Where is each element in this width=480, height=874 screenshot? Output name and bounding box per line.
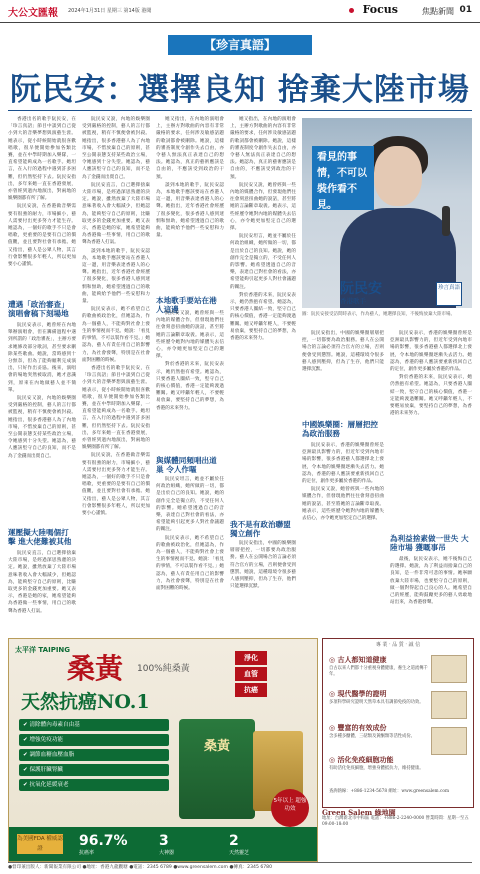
- ad-feature-list: [19, 719, 169, 794]
- ad-brand: 太平洋 TAIPING: [15, 646, 71, 654]
- paragraph: 阮民安又說，她曾經與一些內地的媒體合作，但發現他們往往會刻意扭曲她的說話，甚至將她的言論斷章取義。她表示，這些經歷令她對內地的媒體失去信心，亦令她更加堅定自己的選擇。: [156, 311, 224, 360]
- page-footer: ●督印兼出版人：新聞報業有限公司 ●地址：香港九龍觀塘 ●電話：2345 6789 ●www.greensalem.com ●傳真：2345 6780: [8, 862, 472, 874]
- ad-title: 桑黃: [67, 652, 124, 685]
- side-advertisement[interactable]: [322, 638, 474, 808]
- certification-tag: 為美國FDA 權威認證: [17, 836, 63, 852]
- subhead-6: 中國娛樂圈：層層把控 為政治服務: [302, 420, 378, 438]
- ad-tag: 抗癌: [235, 683, 267, 697]
- advertisement[interactable]: [8, 638, 318, 862]
- newspaper-logo: 大公文匯報: [8, 8, 58, 19]
- side-ad-item-text: 含多種多醣體、三萜類及黃酮類等活性成份。: [329, 734, 415, 739]
- product-label: 桑黃: [203, 739, 230, 754]
- subhead-4: 與媒體同頻唱出道巢 令人作嘔: [156, 456, 217, 474]
- side-ad-image: [431, 691, 467, 719]
- interviewee-role: 香港歌手: [340, 297, 366, 305]
- ad-bottom-bar: [9, 827, 317, 861]
- section-name: 焦點新聞: [422, 7, 454, 16]
- paragraph: 對於香港的未來，阮民安表示，她仍然抱有希望。她認為，只要香港人團結一致，堅守自己的核心價值，香港一定能夠渡過難關。她又呼籲年輕人，不要輕易放棄，要堅持自己的夢想，為香港的未來努力。: [156, 362, 224, 411]
- page-header: [0, 0, 480, 23]
- ad-feature: ✔ 清除體內毒素自由基: [19, 719, 169, 731]
- article-column-1c: [8, 550, 76, 632]
- product-bottle: [179, 719, 255, 819]
- subhead-2: 運壓擬大陸嗎個打擊 進大佬難被其他: [8, 528, 72, 546]
- paragraph: 最後，阮民安表示，她不後悔自己的選擇。她說，為了利益而捨棄自己的良知，是一件非常可悲的事情。她寧願放棄大陸市場，也要堅守自己的原則，做一個對得起自己良心的人。她希望自己的經歷，能夠鼓勵更多的藝人勇敢地站出來，為香港發聲。: [390, 557, 472, 606]
- paragraph: 阮民安指出，中國的娛樂圈層層把控，一切都要為政治服務。藝人在公開場合的言論必須符合官方的立場，否則便會受到懲罰。她說，這種環境令很多藝人感到壓抑，但為了生存，他們只能選擇沉默。: [230, 541, 296, 590]
- subhead-7: 為利益捨素做一世失 大陸市場 獲嘅事吊: [390, 534, 469, 552]
- ad-stat: 2 天然靈芝: [229, 833, 250, 856]
- ad-feature: ✔ 增強免疫功能: [19, 734, 169, 746]
- article-column-5b: [302, 442, 384, 632]
- article-column-6b: [390, 556, 472, 632]
- paragraph: 香港出名的歌手阮民安，在「珍言真語」節目中談到自己從小到大的音樂夢想與演藝生涯。她表示，從小時候開始就很喜歡唱歌，很早便開始參加各類比賽，並在中學時期加入樂隊，一直希望能夠成為一名歌手。她坦言，在入行的過程中遇到許多困難，但仍然堅持下去。阮民安指出，多年來她一直在香港發展，亦曾經到過內地演出，對兩地的娛樂圈都有所了解。: [82, 365, 150, 451]
- paragraph: 阮民安坦言，她並不屬於任何政治組織，她所做的一切，都是出於自己的良知。她說，她的創作完全是獨立的，不受任何人的影響。她希望透過自己的音樂，表達自己對社會的看法，亦希望能夠引起更多人對社會議題的關注。: [230, 234, 296, 290]
- paragraph: 阮民安直言，自己選擇捨棄大陸市場，是經過深思熟慮的決定。她說，雖然放棄了大陸市場意味著收入會大幅減少，但她認為，能夠堅守自己的原則，比賺取更多的金錢更加重要。她又表示，香港是她的家，她希望能夠為香港做一些事情，用自己的歌聲為香港人打氣。: [82, 182, 150, 246]
- paragraph: 阮民安說，在香港做音樂需要有很強的耐力，市場細小，藝人需要付出更多努力才能生存。她認為，一個好的歌手不只是會唱歌，更重要的是要有自己的價值觀，並且要對社會有承擔。她又指出，藝人是公眾人物，其言行會影響很多年輕人，所以更加要小心謹慎。: [82, 453, 150, 516]
- ad-slogan: 天然抗癌NO.1: [21, 691, 150, 713]
- ad-tag: 淨化: [235, 651, 267, 665]
- side-ad-item-title: ◎ 活化免疫細胞功能: [329, 756, 394, 764]
- side-ad-item-title: ◎ 豐富的有效成份: [329, 724, 387, 732]
- paragraph: 阮民安又說，內地的娛樂圈受到嚴格的控制，藝人的言行都被監視，稍有不慎便會被封殺。她指出，很多香港藝人為了內地市場，不惜放棄自己的原則，甚至公開表態支持某些政治立場，令她感到十分失望。她認為，藝人應該堅守自己的良知，而不是為了金錢而出賣自己。: [82, 117, 150, 180]
- paragraph: 談到本地的歌手，阮民安認為，本地歌手應該要站在香港人這一邊，用音樂表達香港人的心聲。她指出，近年香港社會經歷了很多變化，很多香港人感到迷惘和無助，她希望透過自己的歌曲，能夠給予他們一些安慰和力量。: [156, 182, 224, 239]
- microphone-icon: [442, 206, 450, 236]
- side-ad-image: [431, 727, 467, 755]
- paragraph: 阮民安表示，香港的娛樂圈曾經是亞洲最具影響力的，但近年受到內地市場的影響，很多香港藝人都選擇北上發展，令本地的娛樂圈逐漸失去活力。她認為，香港的藝人應該要重新找回自己的定位，創作更多屬於香港的作品。: [302, 443, 384, 485]
- ad-stat: 96.7% 抗癌率: [79, 833, 128, 856]
- paragraph: 她又指出，在內地的演唱會上，主辦方對歌曲的內容有非常嚴格的要求，任何涉及敏感話題的歌詞都會被刪除。她說，這樣的審查制度令創作失去自由，亦令藝人無法真正表達自己的想法。她認為，真正的藝術應該是自由的，不應該受到政治的干預。: [230, 117, 296, 180]
- pull-quote: 看見的事情，不可以裝作看不見。: [312, 146, 374, 210]
- article-column-4: [230, 116, 296, 520]
- column-kicker: 【珍言真語】: [168, 35, 312, 55]
- interviewee-name: 阮民安: [340, 281, 382, 297]
- focus-label: Focus: [362, 3, 398, 16]
- paragraph: 她又指出，在內地的演唱會上，主辦方對歌曲的內容有非常嚴格的要求，任何涉及敏感話題的歌詞都會被刪除。她說，這樣的審查制度令創作失去自由，亦令藝人無法真正表達自己的想法。她認為，真正的藝術應該是自由的，不應該受到政治的干預。: [156, 117, 224, 180]
- ad-purity: 100%純桑黃: [137, 664, 190, 674]
- ad-tag: 血管: [235, 667, 267, 681]
- page-number: 01: [459, 5, 472, 15]
- paragraph: 阮民安表示，她不希望自己的歌曲被政治化，但她認為，作為一個藝人，不能夠對社會上發生的事情視而不見。她說：「看見的事情，不可以裝作看不見。」她認為，藝人有責任用自己的影響力，為社會發聲，特別是在社會面對困難的時候。: [156, 535, 224, 592]
- paragraph: 阮民安又說，她曾經與一些內地的媒體合作，但發現他們往往會刻意扭曲她的說話，甚至將她的言論斷章取義。她表示，這些經歷令她對內地的媒體失去信心，亦令她更加堅定自己的選擇。: [230, 182, 296, 232]
- side-ad-item-title: ◎ 現代醫學的證明: [329, 690, 387, 698]
- ad-feature: ✔ 調節血糖血壓血脂: [19, 749, 169, 761]
- paragraph: 阮民安又說，內地的娛樂圈受到嚴格的控制，藝人的言行都被監視，稍有不慎便會被封殺。她指出，很多香港藝人為了內地市場，不惜放棄自己的原則，甚至公開表態支持某些政治立場，令她感到十分失望。她認為，藝人應該堅守自己的良知，而不是為了金錢而出賣自己。: [8, 396, 76, 459]
- ad-stat: 3 大神器: [159, 833, 175, 856]
- ad-feature: ✔ 抗氧化延緩衰老: [19, 779, 169, 791]
- article-column-3: [156, 116, 224, 292]
- ad-feature: ✔ 保護肝臟腎臟: [19, 764, 169, 776]
- paragraph: 對於香港的未來，阮民安表示，她仍然抱有希望。她認為，只要香港人團結一致，堅守自己的核心價值，香港一定能夠渡過難關。她又呼籲年輕人，不要輕易放棄，要堅持自己的夢想，為香港的未來努力。: [230, 292, 296, 342]
- paragraph: 阮民安表示，香港的娛樂圈曾經是亞洲最具影響力的，但近年受到內地市場的影響，很多香港藝人都選擇北上發展，令本地的娛樂圈逐漸失去活力。她認為，香港的藝人應該要重新找回自己的定位，創作更多屬於香港的作品。: [390, 331, 472, 373]
- article-column-6: [390, 330, 472, 530]
- subhead-3: 本地歌手要站在港人這邊: [156, 296, 217, 314]
- side-ad-contact: 查詢熱線：+886-1234-5678 網址：www.greensalem.com: [329, 789, 450, 794]
- paragraph: 香港出名的歌手阮民安，在「珍言真語」節目中談到自己從小到大的音樂夢想與演藝生涯。她表示，從小時候開始就很喜歡唱歌，很早便開始參加各類比賽，並在中學時期加入樂隊，一直希望能夠成為一名歌手。她坦言，在入行的過程中遇到許多困難，但仍然堅持下去。阮民安指出，多年來她一直在香港發展，亦曾經到過內地演出，對兩地的娛樂圈都有所了解。: [8, 117, 76, 202]
- side-ad-item-text: 有助活化免疫細胞，增強身體抵抗力，維持健康。: [329, 766, 424, 771]
- paragraph: 阮民安說，在香港做音樂需要有很強的耐力，市場細小，藝人需要付出更多努力才能生存。她認為，一個好的歌手不只是會唱歌，更重要的是要有自己的價值觀，並且要對社會有承擔。她又指出，藝人是公眾人物，其言行會影響很多年輕人，所以更加要小心謹慎。: [8, 204, 76, 268]
- article-column-3c: [156, 476, 224, 632]
- face-shape: [374, 146, 422, 206]
- photo-caption: 圖：阮民安接受訪問時表示，作為藝人，她選擇良知，不後悔放棄大陸市場。: [302, 312, 455, 317]
- paragraph: 阮民安又說，她曾經與一些內地的媒體合作，但發現他們往往會刻意扭曲她的說話，甚至將她的言論斷章取義。她表示，這些經歷令她對內地的媒體失去信心，亦令她更加堅定自己的選擇。: [302, 487, 384, 522]
- side-ad-footer: [322, 810, 472, 858]
- promo-badge: 5年以上 超強功效: [271, 789, 309, 827]
- side-ad-tagline: 專 業 ‧ 品 質 ‧ 誠 信: [375, 642, 421, 648]
- dateline: 2024年1月31日 星期三 第14版 港聞: [68, 8, 152, 14]
- article-column-2: [82, 116, 150, 630]
- paragraph: 談到本地的歌手，阮民安認為，本地歌手應該要站在香港人這一邊，用音樂表達香港人的心聲。她指出，近年香港社會經歷了很多變化，很多香港人感到迷惘和無助，她希望透過自己的歌曲，能夠給予他們一些安慰和力量。: [82, 248, 150, 305]
- article-column-5: [302, 330, 384, 416]
- subhead-1: 遭遇「政治審查」 演唱會稿下刻場地: [8, 300, 69, 318]
- side-ad-item-text: 自古以來人們都十分重視身體健康，養生之道流傳千年。: [329, 666, 428, 677]
- article-column-1b: [8, 322, 76, 522]
- paragraph: 阮民安表示，她不希望自己的歌曲被政治化，但她認為，作為一個藝人，不能夠對社會上發生的事情視而不見。她說：「看見的事情，不可以裝作看不見。」她認為，藝人有責任用自己的影響力，為社會發聲，特別是在社會面對困難的時候。: [82, 307, 150, 363]
- side-ad-item-text: 多項科學研究證明天然草本具有調節免疫的功效。: [329, 700, 424, 705]
- article-column-4b: [230, 540, 296, 632]
- paragraph: 阮民安表示，她曾經在內地舉辦演唱會，但在籌備過程中遇到所謂的「政治審查」，主辦方要求她修改部分歌詞，甚至要求刪除某些歌曲。她說，當時感到十分無奈，但為了能夠順利完成演出，只好作出妥協。後來，演唱會的場地突然被取消，她才意識到，原來在內地做藝人並不簡單。: [8, 323, 76, 393]
- side-ad-image: [431, 655, 467, 683]
- paragraph: 阮民安直言，自己選擇捨棄大陸市場，是經過深思熟慮的決定。她說，雖然放棄了大陸市場意味著收入會大幅減少，但她認為，能夠堅守自己的原則，比賺取更多的金錢更加重要。她又表示，香港是她的家，她希望能夠為香港做一些事情，用自己的歌聲為香港人打氣。: [8, 551, 76, 614]
- side-ad-item-title: ◎ 古人都知道健康: [329, 656, 387, 664]
- focus-dot-icon: [349, 8, 354, 13]
- subhead-5: 我不是有政治聯盟 獨立創作: [230, 520, 291, 538]
- headline: 阮民安：選擇良知 捨棄大陸市場: [10, 72, 470, 108]
- paragraph: 阮民安坦言，她並不屬於任何政治組織，她所做的一切，都是出於自己的良知。她說，她的創作完全是獨立的，不受任何人的影響。她希望透過自己的音樂，表達自己對社會的看法，亦希望能夠引起更多人對社會議題的關注。: [156, 477, 224, 533]
- article-column-3b: [156, 310, 224, 450]
- company-info: 地址：台灣新北市中和區 電話：+886-2-2240-0000 營業時間：星期一至五 09:00-18:00: [322, 815, 469, 827]
- paragraph: 阮民安指出，中國的娛樂圈層層把控，一切都要為政治服務。藝人在公開場合的言論必須符合官方的立場，否則便會受到懲罰。她說，這種環境令很多藝人感到壓抑，但為了生存，他們只能選擇沉默。: [302, 331, 384, 373]
- column-badge: 珍言真語: [436, 282, 462, 306]
- paragraph: 對於香港的未來，阮民安表示，她仍然抱有希望。她認為，只要香港人團結一致，堅守自己的核心價值，香港一定能夠渡過難關。她又呼籲年輕人，不要輕易放棄，要堅持自己的夢想，為香港的未來努力。: [390, 375, 472, 417]
- company-logo: Green Salem 綠地園: [322, 808, 396, 817]
- divider: [8, 110, 472, 111]
